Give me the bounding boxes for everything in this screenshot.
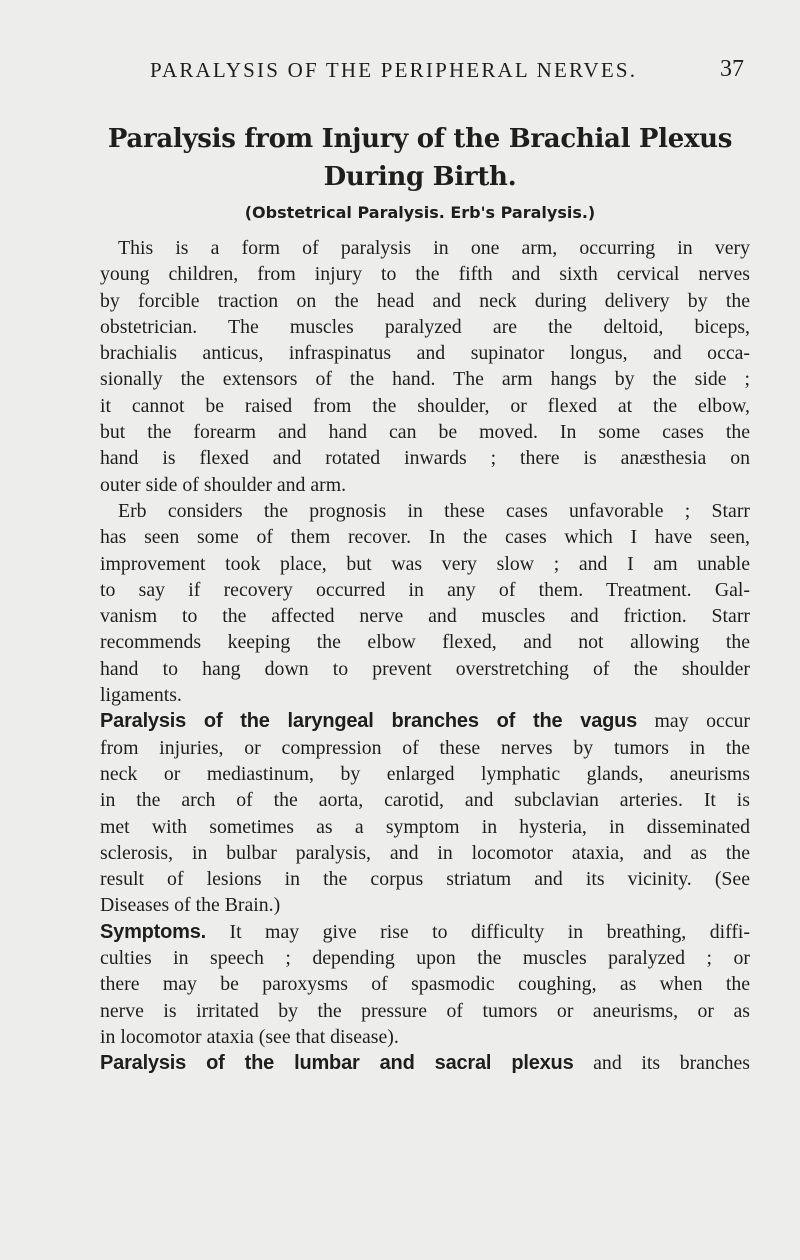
running-head: PARALYSIS OF THE PERIPHERAL NERVES. <box>150 58 638 82</box>
text-line: Erb considers the prognosis in these cases unfavorable ; Starr <box>118 499 750 522</box>
text-line: obstetrician. The muscles paralyzed are the deltoid, biceps, <box>100 315 750 338</box>
text-line: nerve is irritated by the pressure of tumors or aneurisms, or as <box>100 999 750 1022</box>
text-line: but the forearm and hand can be moved. In some cases the <box>100 421 750 444</box>
text-line: sionally the extensors of the hand. The arm hangs by the side ; <box>100 368 750 391</box>
paragraph-erb-description <box>100 235 750 498</box>
text-line: ligaments. <box>100 684 182 707</box>
text-line: met with sometimes as a symptom in hysteria, in disseminated <box>100 815 750 838</box>
page-number: 37 <box>720 56 744 82</box>
section-title-line-2: During Birth. <box>323 162 517 192</box>
text-line: hand is flexed and rotated inwards ; there is anæsthesia on <box>100 447 750 470</box>
text-line: culties in speech ; depending upon the muscles paralyzed ; or <box>100 947 750 970</box>
text-fragment: It may give rise to difficulty in breathing, diffi- <box>229 920 751 943</box>
paragraph-lumbar-sacral <box>100 1050 750 1076</box>
text-line: by forcible traction on the head and neck during delivery by the <box>100 289 750 312</box>
text-line: has seen some of them recover. In the cases which I have seen, <box>100 526 750 549</box>
text-line: there may be paroxysms of spasmodic coughing, as when the <box>100 973 750 996</box>
text-line: result of lesions in the corpus striatum and its vicinity. (See <box>100 868 750 891</box>
paragraph-laryngeal-paralysis <box>100 708 750 918</box>
text-line <box>100 708 750 734</box>
text-line: This is a form of paralysis in one arm, occurring in very <box>118 237 750 259</box>
text-line: brachialis anticus, infraspinatus and supinator longus, and occa- <box>100 342 750 365</box>
text-line: to say if recovery occurred in any of them. Treatment. Gal- <box>100 578 750 601</box>
text-fragment: and its branches <box>593 1052 750 1075</box>
body-text <box>100 235 750 1077</box>
run-in-heading: Paralysis of the lumbar and sacral plexus <box>100 1052 574 1075</box>
text-line <box>100 1050 750 1076</box>
paragraph-erb-prognosis <box>100 498 750 708</box>
text-line: it cannot be raised from the shoulder, or flexed at the elbow, <box>100 394 750 417</box>
section-title-line-1: Paralysis from Injury of the Brachial Plexus <box>107 124 733 154</box>
text-line: in the arch of the aorta, carotid, and subclavian arteries. It is <box>100 789 750 812</box>
text-line: from injuries, or compression of these nerves by tumors in the <box>100 736 750 759</box>
text-line: Diseases of the Brain.) <box>100 894 281 917</box>
text-fragment: may occur <box>654 710 750 733</box>
section-subtitle: (Obstetrical Paralysis. Erb's Paralysis.) <box>244 203 596 222</box>
run-in-heading: Symptoms. <box>100 920 207 943</box>
text-line: young children, from injury to the fifth and sixth cervical nerves <box>100 263 750 286</box>
text-line: hand to hang down to prevent overstretching of the shoulder <box>100 657 750 680</box>
text-line: sclerosis, in bulbar paralysis, and in locomotor ataxia, and as the <box>100 841 750 864</box>
run-in-heading: Paralysis of the laryngeal branches of the vagus <box>100 710 638 733</box>
paragraph-symptoms <box>100 919 750 1050</box>
text-line: vanism to the affected nerve and muscles and friction. Starr <box>100 605 750 628</box>
text-line: in locomotor ataxia (see that disease). <box>100 1025 399 1048</box>
section-title <box>100 120 740 196</box>
text-line: neck or mediastinum, by enlarged lymphatic glands, aneurisms <box>100 762 750 785</box>
text-line: outer side of shoulder and arm. <box>100 473 347 496</box>
text-line: recommends keeping the elbow flexed, and not allowing the <box>100 631 750 654</box>
text-line: improvement took place, but was very slow ; and I am unable <box>100 552 750 575</box>
text-line <box>100 919 750 945</box>
